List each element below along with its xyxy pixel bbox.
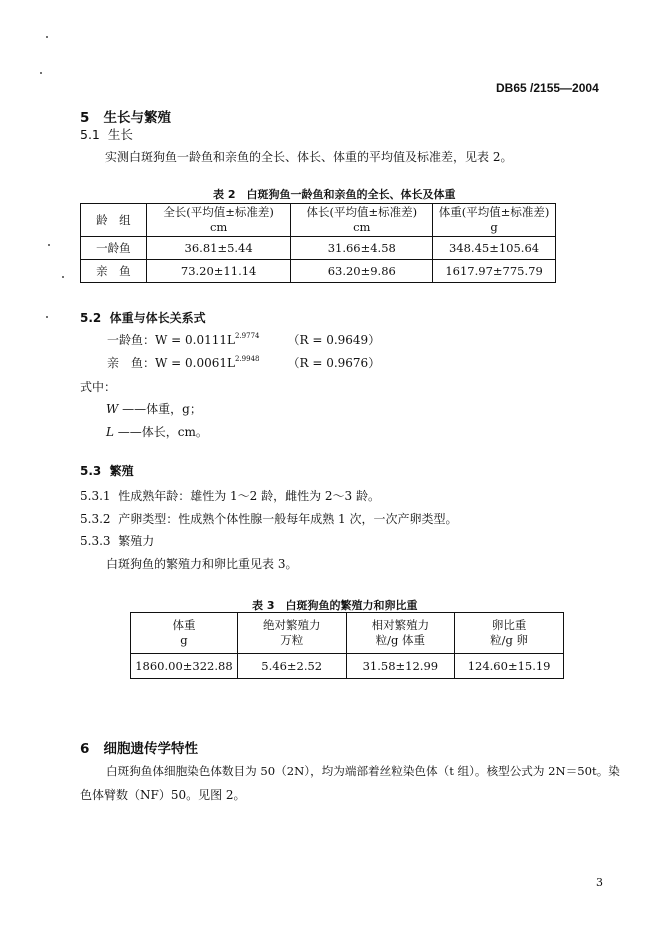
- section-number: 5.3: [80, 464, 102, 478]
- table-cell: 31.66±4.58: [291, 237, 433, 260]
- paragraph-line-1: 白斑狗鱼体细胞染色体数目为 50（2N），均为端部着丝粒染色体（t 组）。核型公式为 2N＝50t。染: [106, 764, 620, 778]
- table-cell: 73.20±11.14: [146, 260, 291, 283]
- equation-yearling: 一龄鱼：$W = 0.0111L^{2.9774}$ （R = 0.9649）: [107, 332, 381, 347]
- section-6-heading: [80, 737, 198, 757]
- section-title: 繁殖: [109, 464, 134, 478]
- header-cell: 体重(平均值±标准差) g: [433, 204, 556, 237]
- table-cell: 124.60±15.19: [455, 654, 564, 679]
- table-cell: 1617.97±775.79: [433, 260, 556, 283]
- table-cell: 31.58±12.99: [346, 654, 455, 679]
- header-cell: 龄 组: [81, 204, 147, 237]
- paragraph-line-2: 色体臂数（NF）50。见图 2。: [80, 788, 246, 802]
- table-3: [130, 612, 564, 679]
- header-cell: 体长(平均值±标准差) cm: [291, 204, 433, 237]
- table-header-row: [81, 204, 556, 237]
- table-cell: 1860.00±322.88: [131, 654, 238, 679]
- section-number: 5: [80, 110, 90, 126]
- page-number: 3: [596, 876, 603, 889]
- scan-speck: [48, 244, 50, 246]
- section-title: 生长: [107, 127, 133, 142]
- table-cell: 348.45±105.64: [433, 237, 556, 260]
- table-cell: 一龄鱼: [81, 237, 147, 260]
- section-title: 细胞遗传学特性: [103, 741, 199, 757]
- scan-speck: [46, 36, 48, 38]
- table-row: [81, 237, 556, 260]
- table-2: [80, 203, 556, 283]
- table-row: [131, 654, 564, 679]
- table-cell: 36.81±5.44: [146, 237, 291, 260]
- scan-speck: [40, 72, 42, 74]
- definition-w: W ——体重，g；: [106, 402, 202, 416]
- where-label: 式中：: [80, 380, 117, 394]
- header-cell: 绝对繁殖力 万粒: [237, 613, 346, 654]
- header-cell: 全长(平均值±标准差) cm: [146, 204, 291, 237]
- clause-5-3-3: 5.3.3 繁殖力: [80, 534, 155, 548]
- table-2-caption: 表 2 白斑狗鱼一龄鱼和亲鱼的全长、体长及体重: [213, 188, 456, 201]
- section-title: 生长与繁殖: [103, 110, 172, 126]
- paragraph: 白斑狗鱼的繁殖力和卵比重见表 3。: [106, 557, 298, 571]
- header-cell: 体重 g: [131, 613, 238, 654]
- table-cell: 亲 鱼: [81, 260, 147, 283]
- table-3-caption: 表 3 白斑狗鱼的繁殖力和卵比重: [252, 599, 418, 612]
- scan-speck: [62, 276, 64, 278]
- header-cell: 卵比重 粒/g 卵: [455, 613, 564, 654]
- table-header-row: [131, 613, 564, 654]
- clause-5-3-1: 5.3.1 性成熟年龄：雄性为 1～2 龄，雌性为 2～3 龄。: [80, 489, 380, 503]
- equation-broodstock: 亲 鱼：$W = 0.0061L^{2.9948}$ （R = 0.9676）: [107, 355, 381, 370]
- section-5-3-heading: [80, 462, 134, 479]
- table-cell: 5.46±2.52: [237, 654, 346, 679]
- table-cell: 63.20±9.86: [291, 260, 433, 283]
- section-5-heading: [80, 106, 171, 126]
- document-code: DB65 /2155—2004: [496, 81, 599, 95]
- section-number: 5.2: [80, 311, 102, 325]
- section-number: 6: [80, 741, 90, 757]
- clause-5-3-2: 5.3.2 产卵类型：性成熟个体性腺一般每年成熟 1 次，一次产卵类型。: [80, 512, 458, 526]
- section-number: 5.1: [80, 127, 100, 142]
- definition-l: L ——体长，cm。: [106, 425, 208, 439]
- paragraph: 实测白斑狗鱼一龄鱼和亲鱼的全长、体长、体重的平均值及标准差，见表 2。: [105, 150, 513, 164]
- table-row: [81, 260, 556, 283]
- section-5-2-heading: [80, 309, 206, 326]
- scan-speck: [46, 316, 48, 318]
- section-title: 体重与体长关系式: [109, 311, 206, 325]
- header-cell: 相对繁殖力 粒/g 体重: [346, 613, 455, 654]
- section-5-1-heading: [80, 125, 133, 143]
